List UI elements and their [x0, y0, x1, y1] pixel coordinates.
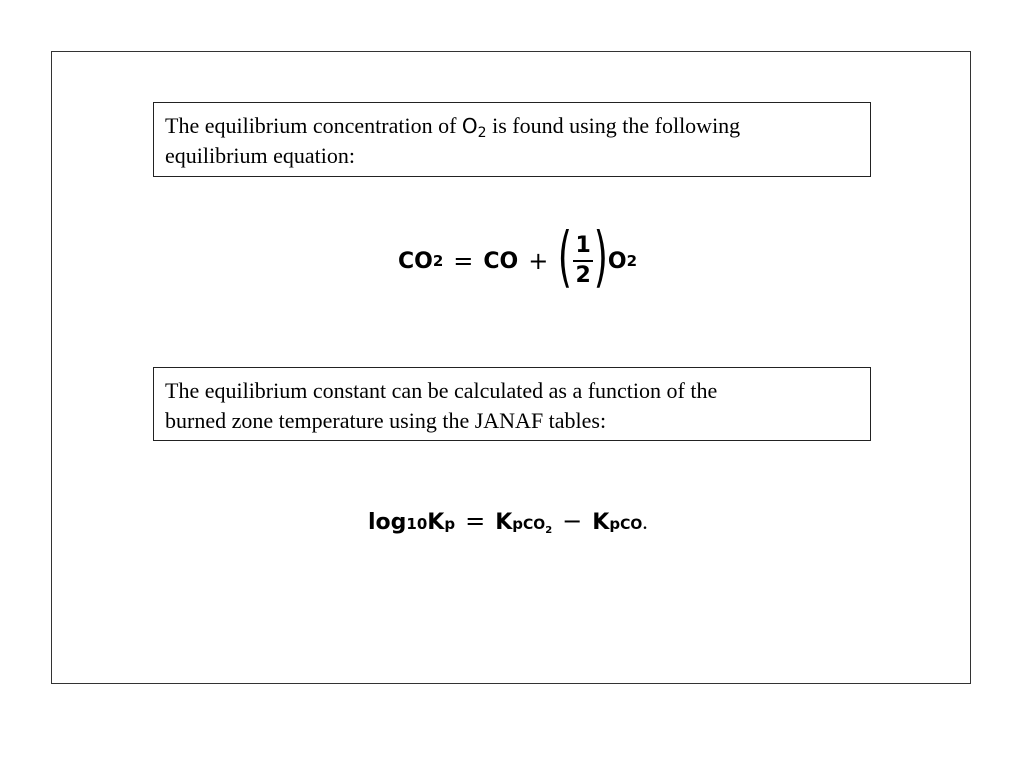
half-fraction	[573, 233, 593, 289]
intro-textbox	[153, 102, 871, 177]
constant-text-line1: The equilibrium constant can be calculated as a function of the	[165, 378, 718, 403]
fraction-bar	[573, 260, 593, 262]
oxygen-symbol	[461, 114, 487, 141]
eq2-k1: K	[495, 510, 513, 535]
constant-textbox	[153, 367, 871, 441]
slide-frame	[51, 51, 971, 684]
left-paren: (	[558, 218, 573, 295]
oxygen-letter: O	[461, 114, 478, 138]
intro-text-line2: equilibrium equation:	[165, 143, 356, 168]
eq1-term1: CO	[483, 248, 519, 274]
intro-text-suffix: is found using the following	[486, 113, 741, 138]
fraction-denominator: 2	[575, 263, 591, 288]
constant-text-line2: burned zone temperature using the JANAF tables:	[165, 408, 607, 433]
eq2-k: K	[427, 510, 445, 535]
eq2-minus: −	[562, 507, 583, 535]
eq2-k1-species-subscript: 2	[545, 525, 553, 536]
eq1-plus: +	[528, 247, 549, 275]
eq2-k1-species	[523, 517, 553, 536]
oxygen-subscript: 2	[477, 125, 487, 141]
eq2-period: .	[642, 509, 648, 534]
fraction-numerator: 1	[575, 233, 591, 258]
intro-text-prefix: The equilibrium concentration of	[165, 113, 462, 138]
eq2-equals: =	[465, 507, 486, 535]
eq1-equals: =	[453, 247, 474, 275]
dissociation-equation: CO 2 = CO + ( $\frac{1}{2}$ ) O 2	[398, 218, 638, 295]
right-paren: )	[593, 218, 609, 295]
eq2-k1-species-text: CO	[523, 517, 546, 533]
eq1-lhs: CO	[398, 248, 433, 274]
eq2-log: log	[368, 510, 407, 535]
equilibrium-constant-equation: log 10 K p = K p $CO_2$ − K p CO .	[368, 507, 648, 536]
eq2-k2: K	[592, 510, 610, 535]
eq1-term2: O	[607, 248, 627, 274]
